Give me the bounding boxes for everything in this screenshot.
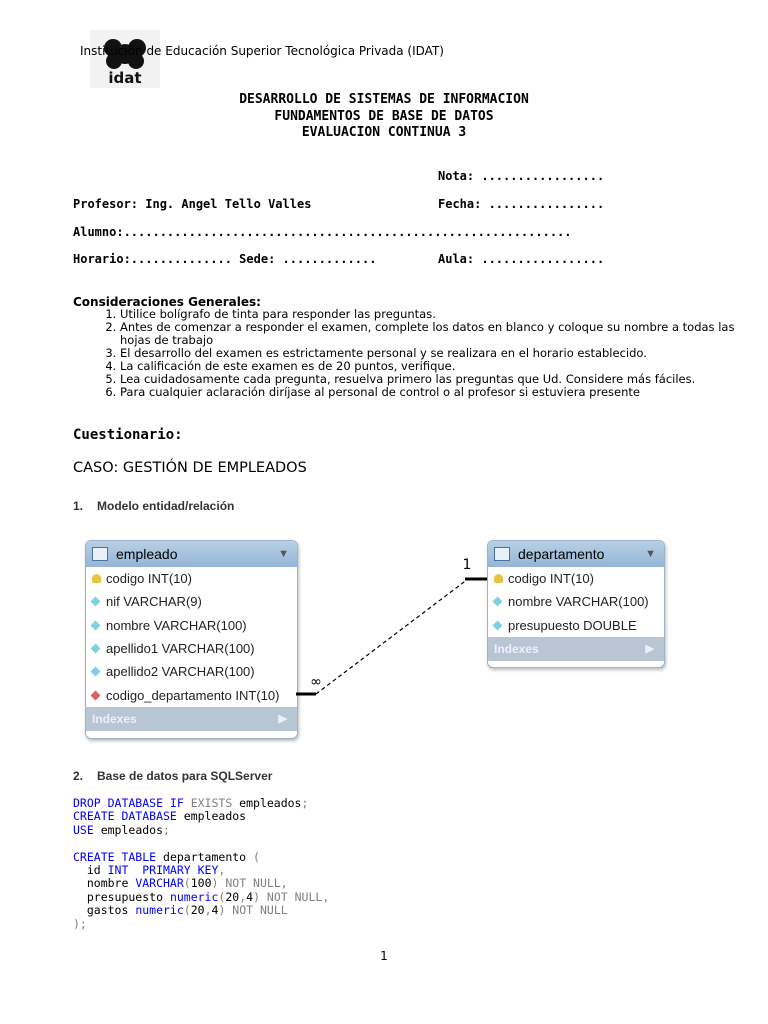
column-text: codigo_departamento INT(10) xyxy=(106,687,280,703)
page-number: 1 xyxy=(380,949,388,963)
considerations-title: Consideraciones Generales: xyxy=(73,295,261,309)
profesor-field: Profesor: Ing. Angel Tello Valles xyxy=(73,197,312,211)
section-number: 2. xyxy=(73,769,84,783)
collapse-arrow-icon: ▼ xyxy=(278,548,289,560)
indexes-label: Indexes xyxy=(494,641,539,656)
code-line: DROP DATABASE IF EXISTS empleados; xyxy=(73,796,309,810)
expand-arrow-icon: ▶ xyxy=(278,713,287,726)
column-text: codigo INT(10) xyxy=(106,571,192,587)
table-name: empleado xyxy=(116,546,178,562)
title-line-1: DESARROLLO DE SISTEMAS DE INFORMACION xyxy=(239,92,529,107)
column-text: codigo INT(10) xyxy=(508,571,594,587)
consideration-item: 6. Para cualquier aclaración diríjase al personal de control o al profesor si estuviera presente xyxy=(120,386,740,399)
logo-text: idat xyxy=(108,69,142,87)
column-text: apellido1 VARCHAR(100) xyxy=(106,641,255,657)
code-line: presupuesto numeric(20,4) NOT NULL, xyxy=(73,889,330,904)
table-name: departamento xyxy=(518,546,605,562)
consideration-item: 2. Antes de comenzar a responder el examen, complete los datos en blanco y coloque su nombre a todas las hojas de trabajo xyxy=(120,321,740,347)
institution-name: Institución de Educación Superior Tecnológica Privada (IDAT) xyxy=(80,44,444,58)
indexes-label: Indexes xyxy=(92,711,137,726)
section-number: 1. xyxy=(73,499,84,513)
section-title: Modelo entidad/relación xyxy=(97,499,235,513)
code-line: CREATE TABLE departamento ( xyxy=(73,849,260,864)
title-line-2: FUNDAMENTOS DE BASE DE DATOS xyxy=(274,109,494,124)
column-text: nif VARCHAR(9) xyxy=(106,594,202,610)
aula-field: Aula: ................. xyxy=(438,252,605,266)
column-text: nombre VARCHAR(100) xyxy=(508,594,649,610)
collapse-arrow-icon: ▼ xyxy=(645,548,656,560)
horario-sede-field: Horario:.............. Sede: ............. xyxy=(73,252,377,266)
consideration-item: 4. La calificación de este examen es de 20 puntos, verifique. xyxy=(120,360,740,373)
code-line: ); xyxy=(73,916,87,931)
consideration-item: 5. Lea cuidadosamente cada pregunta, resuelva primero las preguntas que Ud. Considere más fáciles. xyxy=(120,373,740,386)
cuestionario-heading: Cuestionario: xyxy=(73,427,183,443)
code-line: nombre VARCHAR(100) NOT NULL, xyxy=(73,876,288,891)
sql-code-block xyxy=(73,797,329,931)
cardinality-many-label: ∞ xyxy=(310,674,322,690)
code-line: gastos numeric(20,4) NOT NULL xyxy=(73,903,288,918)
code-line: id INT PRIMARY KEY, xyxy=(73,863,226,878)
caso-heading: CASO: GESTIÓN DE EMPLEADOS xyxy=(73,460,307,476)
fecha-field: Fecha: ................ xyxy=(438,197,605,211)
consideration-item: 3. El desarrollo del examen es estrictamente personal y se realizara en el horario establecido. xyxy=(120,347,740,360)
nota-field: Nota: ................. xyxy=(438,169,605,183)
section-title: Base de datos para SQLServer xyxy=(97,769,273,783)
title-line-3: EVALUACION CONTINUA 3 xyxy=(301,125,467,140)
column-text: nombre VARCHAR(100) xyxy=(106,617,247,633)
alumno-field: Alumno:.............................................................. xyxy=(73,225,572,239)
section-2-heading xyxy=(73,769,272,783)
consideration-item: 1. Utilice bolígrafo de tinta para responder las preguntas. xyxy=(120,308,740,321)
column-text: presupuesto DOUBLE xyxy=(508,617,637,633)
expand-arrow-icon: ▶ xyxy=(645,643,654,656)
cardinality-one-label: 1 xyxy=(462,557,472,573)
column-text: apellido2 VARCHAR(100) xyxy=(106,664,255,680)
code-line: CREATE DATABASE empleados xyxy=(73,809,247,824)
code-line: USE empleados; xyxy=(73,822,170,837)
